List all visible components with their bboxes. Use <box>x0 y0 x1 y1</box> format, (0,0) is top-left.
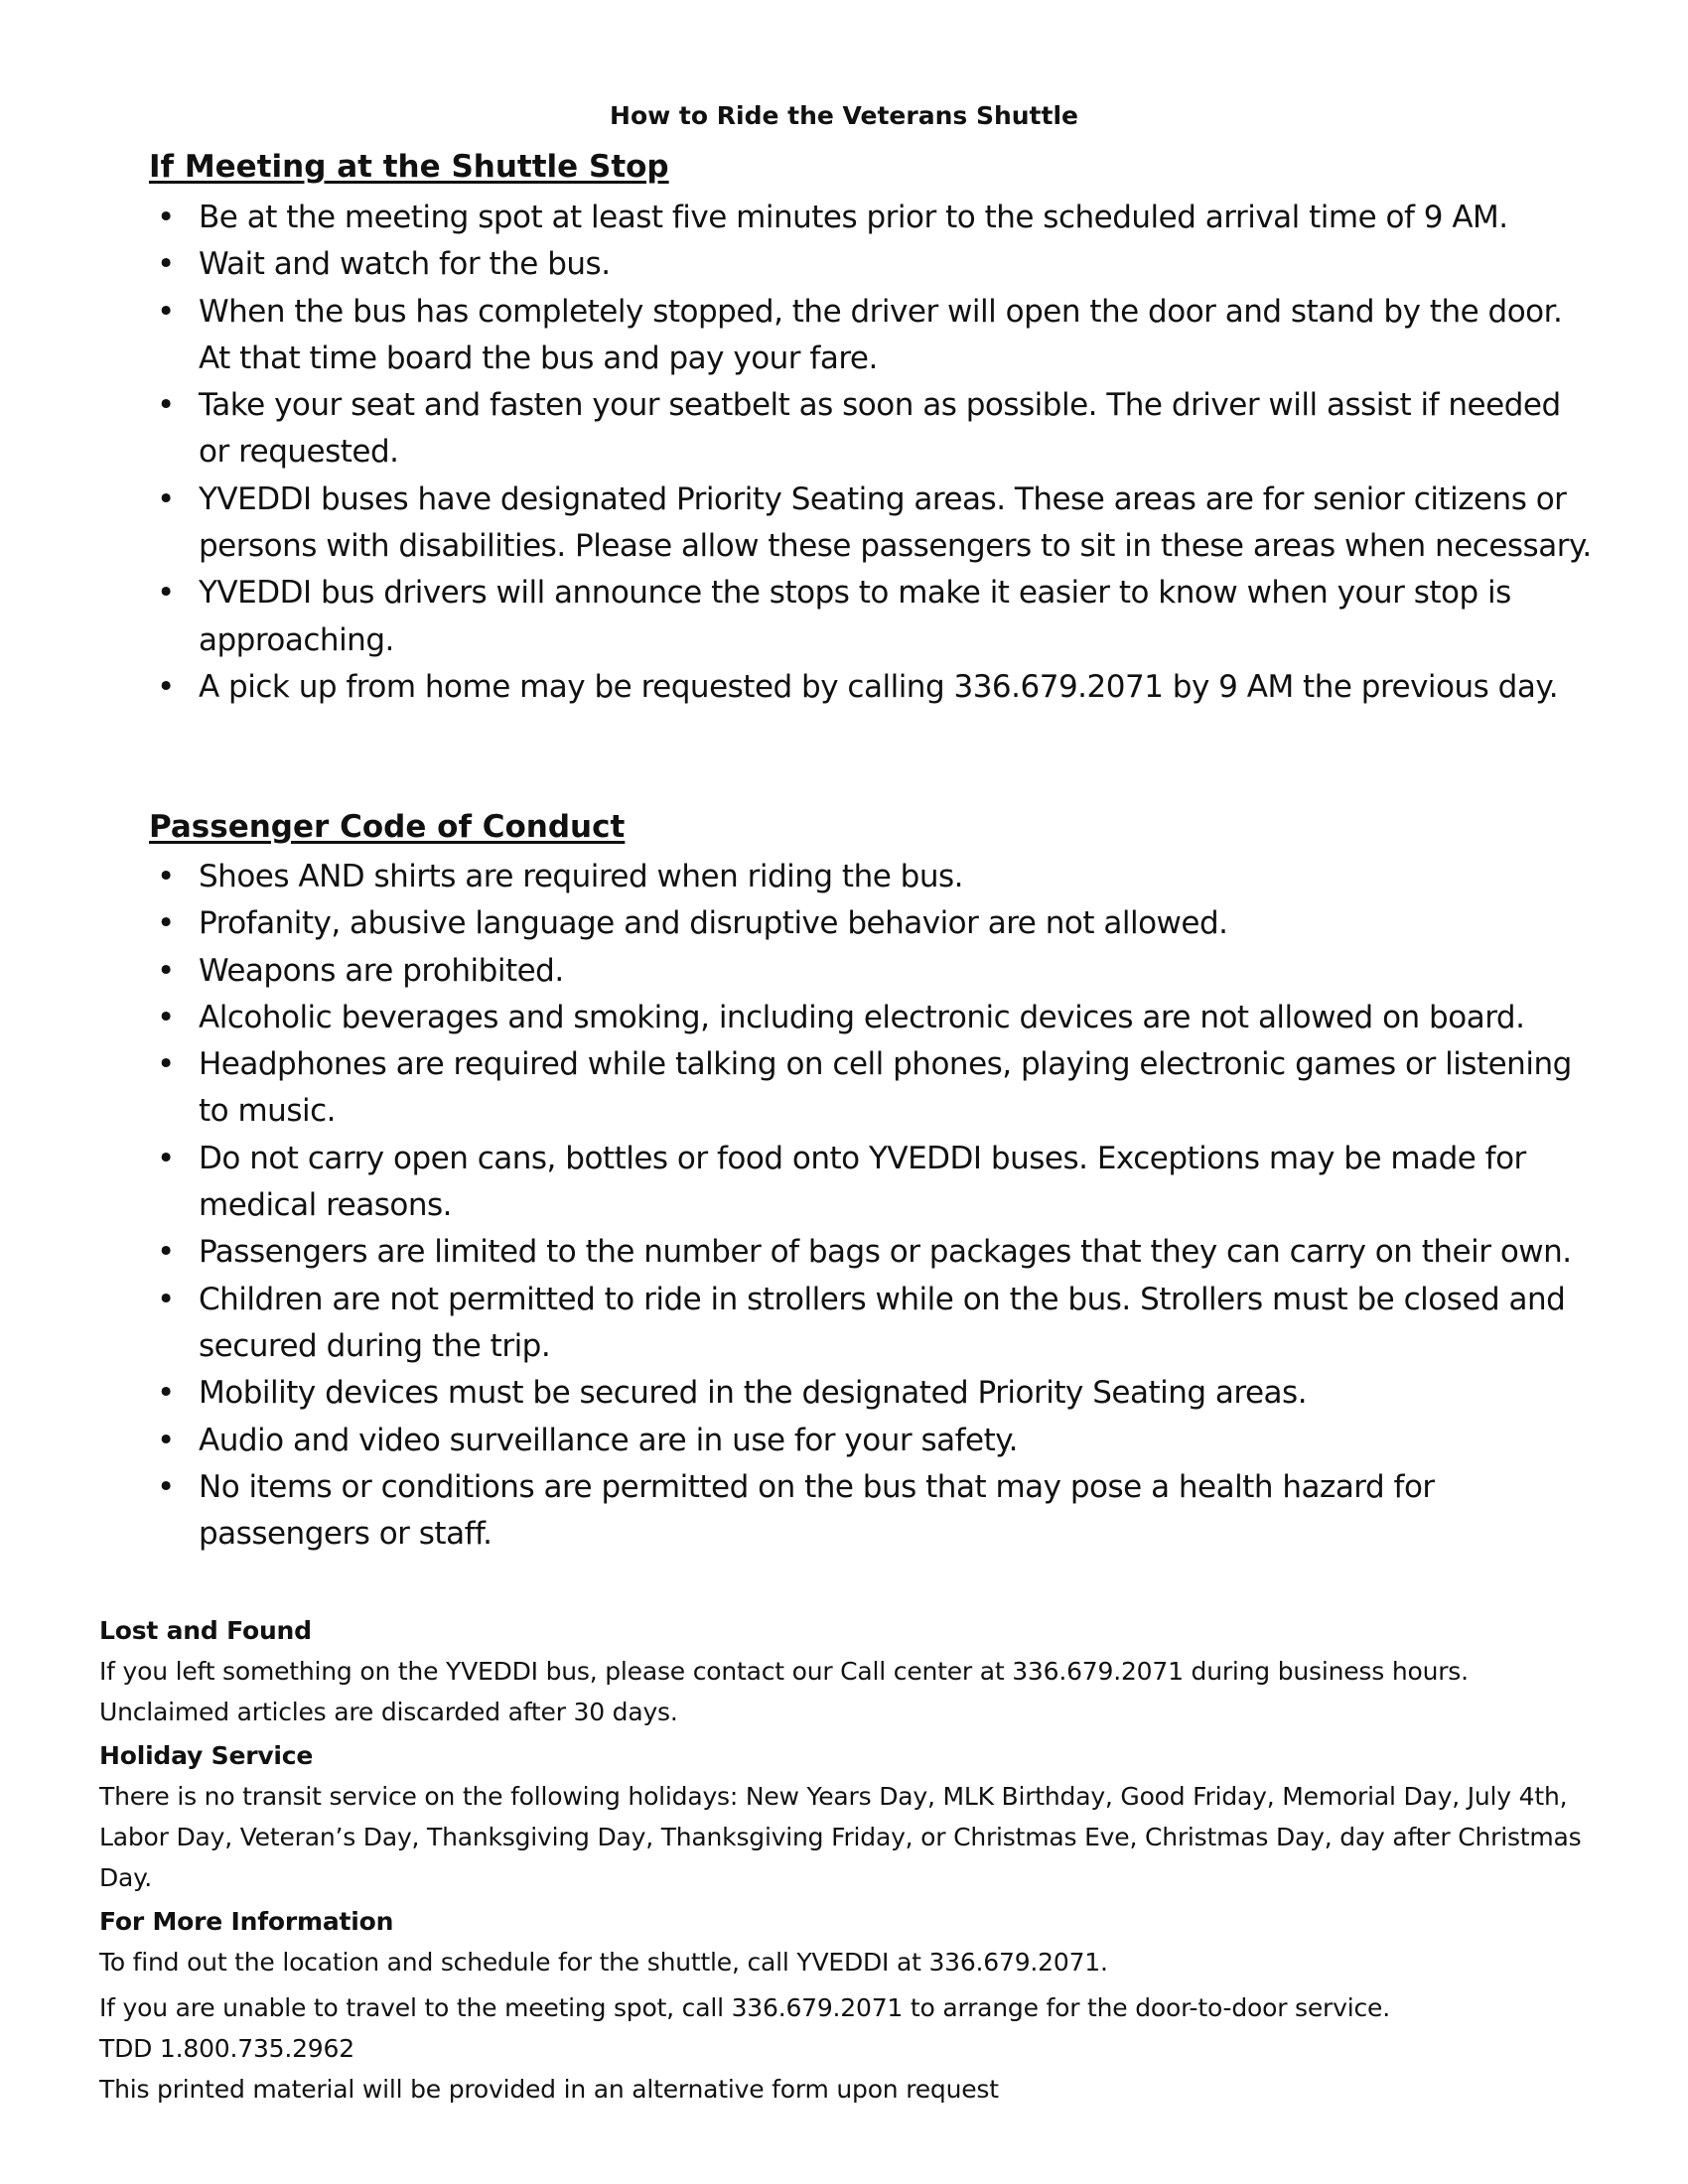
list-item: • YVEDDI buses have designated Priority Seating areas. These areas are for senior citizens or persons with disabilities. Please allow these passengers to sit in these areas when necessary. <box>149 477 1599 571</box>
list-item: • Alcoholic beverages and smoking, including electronic devices are not allowed on board. <box>149 995 1599 1041</box>
code-of-conduct-list <box>149 854 1599 1558</box>
list-item: • A pick up from home may be requested by calling 336.679.2071 by 9 AM the previous day. <box>149 664 1599 711</box>
holiday-service-section <box>99 1735 1609 1898</box>
list-item: • Mobility devices must be secured in the designated Priority Seating areas. <box>149 1370 1599 1417</box>
lost-and-found-section <box>99 1610 1609 1732</box>
more-information-text: If you are unable to travel to the meeting spot, call 336.679.2071 to arrange for the door-to-door service. <box>99 1993 1390 2022</box>
list-item: • Be at the meeting spot at least five minutes prior to the scheduled arrival time of 9 AM. <box>149 195 1599 241</box>
lost-and-found-text: If you left something on the YVEDDI bus, please contact our Call center at 336.679.2071 during business hours. <box>99 1657 1469 1686</box>
list-item: • Wait and watch for the bus. <box>149 241 1599 288</box>
more-information-heading: For More Information <box>99 1907 394 1936</box>
lost-and-found-text: Unclaimed articles are discarded after 30 days. <box>99 1698 678 1726</box>
page-title: How to Ride the Veterans Shuttle <box>610 101 1078 130</box>
list-item: • Audio and video surveillance are in use for your safety. <box>149 1418 1599 1464</box>
more-information-section <box>99 1901 1609 2110</box>
list-item: • YVEDDI bus drivers will announce the stops to make it easier to know when your stop is approaching. <box>149 570 1599 664</box>
alternative-form-note: This printed material will be provided in an alternative form upon request <box>99 2075 999 2104</box>
holiday-service-text: There is no transit service on the following holidays: New Years Day, MLK Birthday, Good Friday, Memorial Day, July 4th, Labor Day, Veteran’s Day, Thanksgiving Day, Thanksgiving Friday, or Christmas Eve, Christmas Day, day after Christmas Day. <box>99 1782 1582 1892</box>
section-heading-shuttle-stop: If Meeting at the Shuttle Stop <box>149 149 669 185</box>
more-information-text: To find out the location and schedule for the shuttle, call YVEDDI at 336.679.2071. <box>99 1948 1108 1977</box>
list-item: • When the bus has completely stopped, the driver will open the door and stand by the door. At that time board the bus and pay your fare. <box>149 289 1599 383</box>
section-heading-code-of-conduct: Passenger Code of Conduct <box>149 809 626 845</box>
list-item: • No items or conditions are permitted on the bus that may pose a health hazard for passengers or staff. <box>149 1464 1599 1559</box>
shuttle-stop-list <box>149 195 1599 711</box>
list-item: • Take your seat and fasten your seatbelt as soon as possible. The driver will assist if needed or requested. <box>149 382 1599 477</box>
list-item: • Profanity, abusive language and disruptive behavior are not allowed. <box>149 900 1599 947</box>
tdd-number: TDD 1.800.735.2962 <box>99 2034 354 2063</box>
holiday-service-heading: Holiday Service <box>99 1741 314 1770</box>
list-item: • Headphones are required while talking on cell phones, playing electronic games or listening to music. <box>149 1041 1599 1136</box>
list-item: • Shoes AND shirts are required when riding the bus. <box>149 854 1599 900</box>
lost-and-found-heading: Lost and Found <box>99 1616 312 1645</box>
list-item: • Weapons are prohibited. <box>149 948 1599 995</box>
list-item: • Children are not permitted to ride in strollers while on the bus. Strollers must be closed and secured during the trip. <box>149 1277 1599 1371</box>
list-item: • Passengers are limited to the number of bags or packages that they can carry on their own. <box>149 1229 1599 1276</box>
list-item: • Do not carry open cans, bottles or food onto YVEDDI buses. Exceptions may be made for medical reasons. <box>149 1136 1599 1230</box>
